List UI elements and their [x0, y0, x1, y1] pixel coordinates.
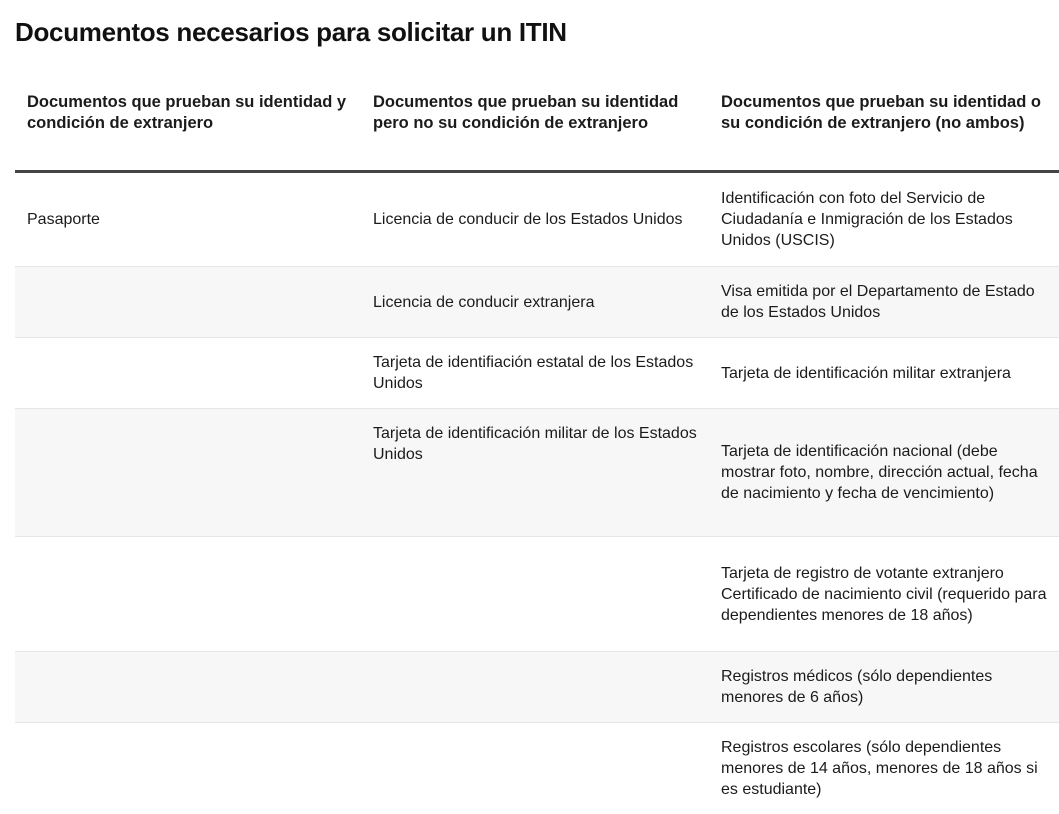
table-cell: Pasaporte: [15, 172, 361, 267]
table-header-row: [15, 88, 1059, 172]
table-row: [15, 409, 1059, 537]
table-cell: [361, 723, 709, 814]
table-cell: Registros médicos (sólo dependientes menores de 6 años): [709, 652, 1059, 723]
page-title: Documentos necesarios para solicitar un ITIN: [15, 17, 567, 48]
table-cell: Identificación con foto del Servicio de Ciudadanía e Inmigración de los Estados Unidos (USCIS): [709, 172, 1059, 267]
table-cell: [15, 409, 361, 537]
table-cell: [15, 338, 361, 409]
itin-documents-table: [15, 88, 1059, 814]
table-cell: [361, 652, 709, 723]
table-cell: Licencia de conducir extranjera: [361, 267, 709, 338]
table-cell: Visa emitida por el Departamento de Estado de los Estados Unidos: [709, 267, 1059, 338]
table-cell: Tarjeta de identificación militar extranjera: [709, 338, 1059, 409]
column-header-identity-or-foreign-status: Documentos que prueban su identidad o su condición de extranjero (no ambos): [709, 88, 1059, 172]
table-cell: [15, 723, 361, 814]
table-cell: [361, 537, 709, 652]
table-row: [15, 172, 1059, 267]
column-header-identity-and-foreign-status: Documentos que prueban su identidad y condición de extranjero: [15, 88, 361, 172]
table-cell: Registros escolares (sólo dependientes menores de 14 años, menores de 18 años si es estudiante): [709, 723, 1059, 814]
table-cell: Tarjeta de identifiación estatal de los Estados Unidos: [361, 338, 709, 409]
table-row: [15, 267, 1059, 338]
table-row: [15, 723, 1059, 814]
table-cell: Tarjeta de identificación militar de los Estados Unidos: [361, 409, 709, 537]
table-row: [15, 338, 1059, 409]
table-cell: [15, 652, 361, 723]
table-cell: [15, 267, 361, 338]
table-cell: Tarjeta de registro de votante extranjero Certificado de nacimiento civil (requerido para dependientes menores de 18 años): [709, 537, 1059, 652]
table-row: [15, 652, 1059, 723]
table-cell: Tarjeta de identificación nacional (debe mostrar foto, nombre, dirección actual, fecha de nacimiento y fecha de vencimiento): [709, 409, 1059, 537]
table-cell: [15, 537, 361, 652]
table-row: [15, 537, 1059, 652]
column-header-identity-only: Documentos que prueban su identidad pero no su condición de extranjero: [361, 88, 709, 172]
table-cell: Licencia de conducir de los Estados Unidos: [361, 172, 709, 267]
